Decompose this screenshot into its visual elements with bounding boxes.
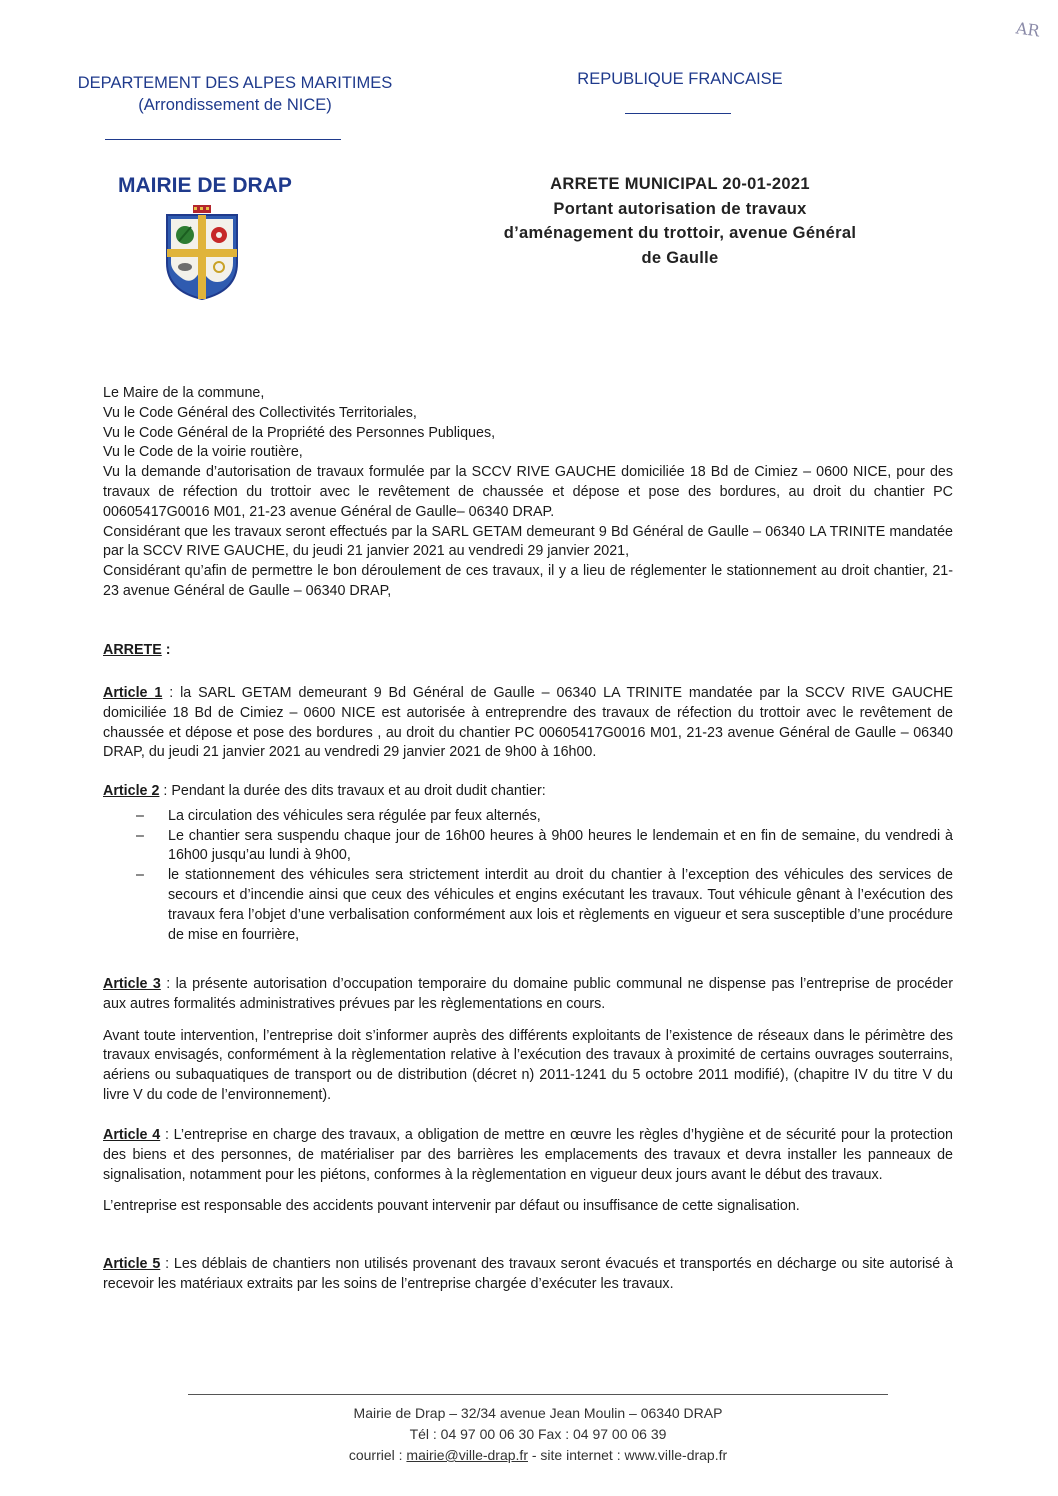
footer-address: Mairie de Drap – 32/34 avenue Jean Moulin – 06340 DRAP (353, 1405, 723, 1421)
department-name: DEPARTEMENT DES ALPES MARITIMES (77, 74, 393, 92)
preamble-paragraph: Considérant que les travaux seront effectués par la SARL GETAM demeurant 9 Bd Général de Gaulle – 06340 LA TRINITE mandatée par la SCCV RIVE GAUCHE, du jeudi 21 janvier 2021 au vendredi 29 janvier 2021, (103, 523, 953, 560)
article-4-paragraph: L’entreprise est responsable des accidents pouvant intervenir par défaut ou insuffisance de cette signalisation. (103, 1198, 800, 1215)
article-3-paragraph: Avant toute intervention, l’entreprise doit s’informer auprès des différents exploitants de l’existence de réseaux dans le périmètre des travaux envisagés, conformément à la règlementation relative à l’exécution des travaux à proximité de certains ouvrages souterrains, aériens ou subaquatiques de transport ou de distribution (décret n) 2011-1241 du 5 octobre 2011 modifié), (chapitre IV du titre V du livre V du code de l’environnement). (103, 1027, 953, 1103)
preamble-line: Vu le Code Général de la Propriété des Personnes Publiques, (103, 424, 496, 441)
list-item: – le stationnement des véhicules sera strictement interdit au droit du chantier à l’exception des véhicules des services de secours et d’incendie ainsi que ceux des véhicules et engins exécutant les travaux. Tout véhicule gênant à l’exécution des travaux fera l’objet d’une verbalisation conformément aux lois et règlements en vigueur et sera susceptible d’une procédure de mise en fourrière, (136, 867, 953, 943)
article-text: : Pendant la durée des dits travaux et au droit dudit chantier: (159, 783, 546, 799)
preamble-line: Vu le Code de la voirie routière, (103, 444, 303, 461)
department-divider (105, 139, 341, 140)
article-text: : la présente autorisation d’occupation temporaire du domaine public communal ne dispense pas l’entreprise de procéder aux autres formalités administratives prévues par les règlementations en cours. (103, 976, 954, 1012)
list-item: – Le chantier sera suspendu chaque jour de 16h00 heures à 9h00 heures le lendemain et en fin de semaine, du vendredi à 16h00 jusqu’au lundi à 9h00, (136, 827, 953, 864)
arrondissement-name: (Arrondissement de NICE) (138, 96, 332, 114)
article-label: Article 4 (103, 1127, 161, 1143)
list-item: – La circulation des véhicules sera régulée par feux alternés, (136, 807, 541, 824)
department-header (40, 72, 430, 116)
arrete-heading-suffix: : (161, 642, 171, 658)
preamble-paragraph: Considérant qu’afin de permettre le bon déroulement de ces travaux, il y a lieu de réglementer le stationnement au droit chantier, 21-23 avenue Général de Gaulle – 06340 DRAP, (103, 563, 953, 599)
article-4 (103, 1126, 953, 1217)
arrete-title-line: Portant autorisation de travaux (553, 199, 807, 218)
email-link[interactable]: mairie@ville-drap.fr (406, 1447, 528, 1463)
preamble (103, 384, 953, 602)
arrete-heading (103, 642, 171, 658)
footer-phone: Tél : 04 97 00 06 30 Fax : 04 97 00 06 39 (409, 1426, 667, 1442)
preamble-line: Vu le Code Général des Collectivités Territoriales, (103, 404, 417, 421)
mairie-title: MAIRIE DE DRAP (118, 174, 292, 197)
arrete-heading-label: ARRETE (103, 642, 162, 658)
article-5 (103, 1255, 953, 1295)
article-text: : L’entreprise en charge des travaux, a obligation de mettre en œuvre les règles d’hygiène et de sécurité pour la protection des biens et des personnes, de matérialiser par des barrières les emplacements des travaux et devra installer les panneaux de signalisation, notamment pour les piétons, conformes à la règlementation en vigueur deux jours avant le début des travaux. (103, 1127, 954, 1183)
arrete-title (440, 172, 920, 270)
coat-of-arms-icon (163, 205, 241, 301)
article-text: : la SARL GETAM demeurant 9 Bd Général de Gaulle – 06340 LA TRINITE mandatée par la SCCV RIVE GAUCHE domiciliée 18 Bd de Cimiez – 0600 NICE est autorisée à entreprendre des travaux de réfection du trottoir avec le revêtement de chaussée et dépose et pose des bordures , au droit du chantier PC 00605417G0016 M01, 21-23 avenue Général de Gaulle – 06340 DRAP, du jeudi 21 janvier 2021 au vendredi 29 janvier 2021 de 9h00 à 16h00. (103, 685, 953, 761)
footer (188, 1403, 888, 1466)
article-1 (103, 684, 953, 763)
arrete-title-line: d’aménagement du trottoir, avenue Général (503, 224, 857, 242)
preamble-paragraph: Vu la demande d’autorisation de travaux formulée par la SCCV RIVE GAUCHE domiciliée 18 Bd de Cimiez – 0600 NICE, pour des travaux de réfection du trottoir avec le revêtement de chaussée et dépose et pose des bordures, au droit du chantier PC 00605417G0016 M01, 21-23 avenue Général de Gaulle– 06340 DRAP. (103, 464, 953, 520)
article-label: Article 5 (103, 1256, 161, 1272)
article-2-list (103, 807, 953, 946)
republique-header: REPUBLIQUE FRANCAISE (577, 70, 783, 88)
article-label: Article 2 (103, 783, 160, 799)
footer-divider (188, 1394, 888, 1395)
article-label: Article 1 (103, 685, 163, 701)
article-text: : Les déblais de chantiers non utilisés provenant des travaux seront évacués et transportés en décharge ou site autorisé à recevoir les matériaux extraits par les soins de l’entreprise chargée d’exécuter les travaux. (103, 1256, 953, 1292)
republique-divider (625, 113, 731, 114)
handwritten-initials: AR (1014, 18, 1041, 41)
preamble-line: Le Maire de la commune, (103, 385, 265, 401)
footer-contact: courriel : mairie@ville-drap.fr - site internet : www.ville-drap.fr (348, 1447, 728, 1463)
article-label: Article 3 (103, 976, 161, 992)
arrete-title-line: ARRETE MUNICIPAL 20-01-2021 (550, 175, 810, 193)
arrete-title-line: de Gaulle (641, 248, 719, 267)
article-2 (103, 782, 953, 945)
article-3 (103, 975, 953, 1106)
